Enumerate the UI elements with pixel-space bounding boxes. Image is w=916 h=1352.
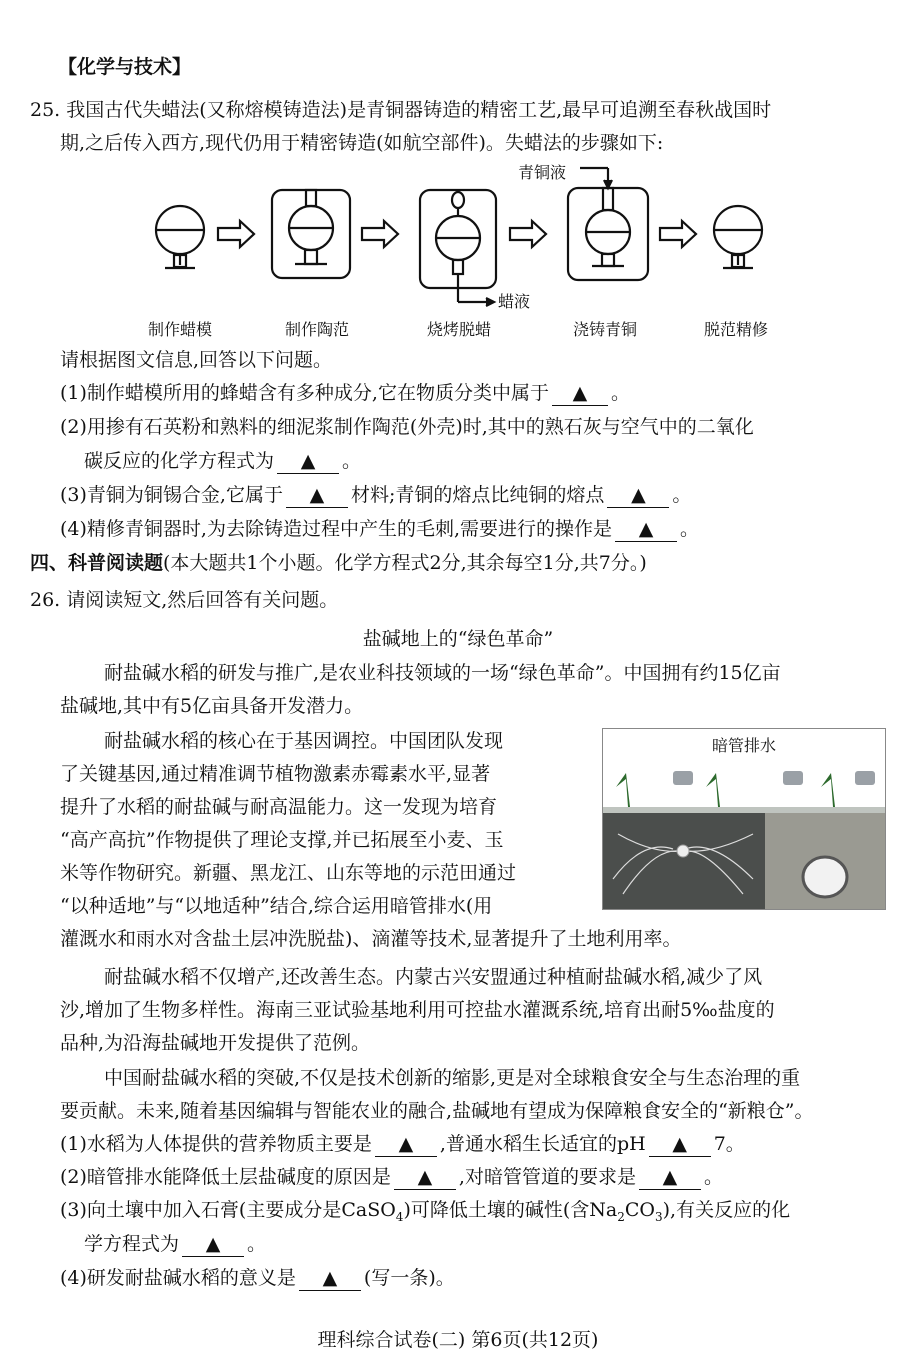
step-caption-2: 制作陶范 bbox=[284, 320, 349, 339]
p2-line4: “高产高抗”作物提供了理论支撑,并已拓展至小麦、玉 bbox=[60, 829, 504, 851]
drainage-photo bbox=[602, 728, 886, 910]
p4-line2: 要贡献。未来,随着基因编辑与智能农业的融合,盐碱地有望成为保障粮食安全的“新粮仓”。 bbox=[60, 1100, 814, 1122]
p1-line1: 耐盐碱水稻的研发与推广,是农业科技领域的一场“绿色革命”。中国拥有约15亿亩 bbox=[104, 662, 781, 684]
q25-line2: 期,之后传入西方,现代仍用于精密铸造(如航空部件)。失蜡法的步骤如下: bbox=[60, 132, 664, 154]
q26-sub3-line1: (3)向土壤中加入石膏(主要成分是CaSO$_4$)可降低土壤的碱性(含$Na_2CO_3$),有关反应的化 bbox=[60, 1199, 791, 1224]
step5-finish bbox=[714, 206, 762, 268]
answer-blank[interactable]: ▲ bbox=[552, 381, 608, 406]
step4-pour-bronze bbox=[568, 168, 648, 280]
article-title: 盐碱地上的“绿色革命” bbox=[362, 628, 554, 650]
p2-line7: 灌溉水和雨水对含盐土层冲洗脱盐)、滴灌等技术,显著提升了土地利用率。 bbox=[60, 928, 682, 950]
q26-sub2: (2)暗管排水能降低土层盐碱度的原因是 ▲ ,对暗管管道的要求是 ▲ 。 bbox=[60, 1166, 723, 1188]
p1-line2: 盐碱地,其中有5亿亩具备开发潜力。 bbox=[60, 695, 364, 717]
step-caption-3: 烧烤脱蜡 bbox=[426, 320, 491, 339]
answer-blank[interactable]: ▲ bbox=[277, 449, 339, 474]
page-footer: 理科综合试卷(二) 第6页(共12页) bbox=[317, 1329, 599, 1351]
q25-sub4: (4)精修青铜器时,为去除铸造过程中产生的毛刺,需要进行的操作是 ▲ 。 bbox=[60, 518, 700, 540]
q25-line1: 25. 我国古代失蜡法(又称熔模铸造法)是青铜器铸造的精密工艺,最早可追溯至春秋战国时 bbox=[30, 99, 772, 121]
label-bronze-liquid: 青铜液 bbox=[518, 163, 567, 182]
drainage-illustration bbox=[603, 729, 885, 909]
photo-title: 暗管排水 bbox=[711, 736, 776, 755]
step-caption-4: 浇铸青铜 bbox=[572, 320, 637, 339]
p2-line1: 耐盐碱水稻的核心在于基因调控。中国团队发现 bbox=[104, 730, 504, 752]
p2-line6: “以种适地”与“以地适种”结合,综合运用暗管排水(用 bbox=[60, 895, 493, 917]
answer-blank[interactable]: ▲ bbox=[639, 1165, 701, 1190]
answer-blank[interactable]: ▲ bbox=[182, 1232, 244, 1257]
step-caption-1: 制作蜡模 bbox=[147, 320, 212, 339]
step2-ceramic-mold bbox=[272, 190, 350, 278]
answer-blank[interactable]: ▲ bbox=[607, 483, 669, 508]
answer-blank[interactable]: ▲ bbox=[299, 1266, 361, 1291]
p3-line3: 品种,为沿海盐碱地开发提供了范例。 bbox=[60, 1032, 371, 1054]
p2-line2: 了关键基因,通过精准调节植物激素赤霉素水平,显著 bbox=[60, 763, 491, 785]
p2-line5: 米等作物研究。新疆、黑龙江、山东等地的示范田通过 bbox=[60, 862, 517, 884]
answer-blank[interactable]: ▲ bbox=[375, 1132, 437, 1157]
p4-line1: 中国耐盐碱水稻的突破,不仅是技术创新的缩影,更是对全球粮食安全与生态治理的重 bbox=[104, 1067, 801, 1089]
answer-blank[interactable]: ▲ bbox=[394, 1165, 456, 1190]
q25-sub1: (1)制作蜡模所用的蜂蜡含有多种成分,它在物质分类中属于 ▲ 。 bbox=[60, 382, 630, 404]
q26-sub1: (1)水稻为人体提供的营养物质主要是 ▲ ,普通水稻生长适宜的pH ▲ 7。 bbox=[60, 1133, 745, 1155]
q25-sub2-line1: (2)用掺有石英粉和熟料的细泥浆制作陶范(外壳)时,其中的熟石灰与空气中的二氧化 bbox=[60, 416, 754, 438]
p3-line2: 沙,增加了生物多样性。海南三亚试验基地利用可控盐水灌溉系统,培育出耐5‰盐度的 bbox=[60, 999, 775, 1021]
q26-sub3-line2: 学方程式为 ▲ 。 bbox=[84, 1233, 267, 1255]
section4-note: (本大题共1个小题。化学方程式2分,其余每空1分,共7分。) bbox=[163, 552, 647, 574]
q25-sub3: (3)青铜为铜锡合金,它属于 ▲ 材料;青铜的熔点比纯铜的熔点 ▲ 。 bbox=[60, 484, 692, 506]
q25-prompt: 请根据图文信息,回答以下问题。 bbox=[60, 349, 333, 371]
answer-blank[interactable]: ▲ bbox=[286, 483, 348, 508]
label-wax-liquid: 蜡液 bbox=[498, 292, 531, 311]
section4-heading bbox=[30, 548, 647, 578]
q25-sub2-line2: 碳反应的化学方程式为 ▲ 。 bbox=[84, 450, 362, 472]
step-caption-5: 脱范精修 bbox=[703, 320, 768, 339]
p2-line3: 提升了水稻的耐盐碱与耐高温能力。这一发现为培育 bbox=[60, 796, 498, 818]
step3-baking-dewax bbox=[420, 190, 496, 306]
p3-line1: 耐盐碱水稻不仅增产,还改善生态。内蒙古兴安盟通过种植耐盐碱水稻,减少了风 bbox=[104, 966, 763, 988]
q26-sub4: (4)研发耐盐碱水稻的意义是 ▲ (写一条)。 bbox=[60, 1267, 455, 1289]
lost-wax-process-diagram bbox=[140, 160, 780, 310]
answer-blank[interactable]: ▲ bbox=[615, 517, 677, 542]
q26-intro: 26. 请阅读短文,然后回答有关问题。 bbox=[30, 589, 339, 611]
section-header: 【化学与技术】 bbox=[58, 56, 192, 78]
section4-title: 四、科普阅读题 bbox=[30, 552, 164, 574]
answer-blank[interactable]: ▲ bbox=[649, 1132, 711, 1157]
step1-wax-model bbox=[156, 206, 204, 268]
